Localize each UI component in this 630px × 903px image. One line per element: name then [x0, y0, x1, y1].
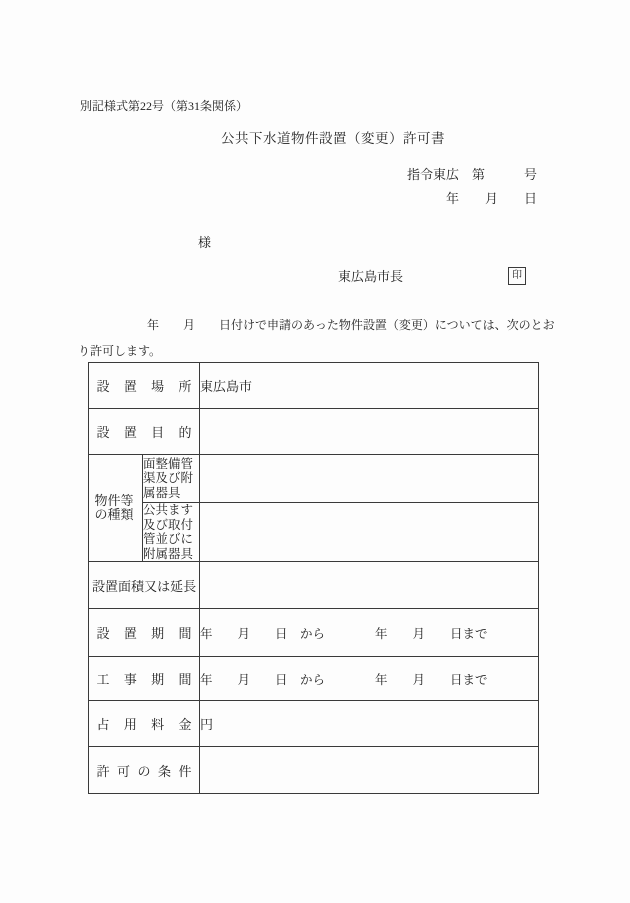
directive-number-line: 指令東広 第 号	[406, 167, 537, 182]
install-period-label-cell	[89, 609, 200, 657]
area-label-cell	[89, 562, 200, 609]
table-row	[89, 701, 539, 747]
fee-label: 占 用 料 金	[96, 717, 192, 732]
issuer-title: 東広島市長	[338, 269, 404, 284]
table-row	[89, 657, 539, 701]
install-period-label: 設 置 期 間	[96, 626, 192, 641]
conditions-label-cell	[89, 747, 200, 794]
table-row	[89, 363, 539, 409]
work-period-label: 工 事 期 間	[96, 672, 192, 687]
conditions-value	[200, 747, 539, 794]
permit-table	[88, 362, 539, 794]
purpose-value	[200, 409, 539, 455]
table-row	[89, 503, 539, 562]
location-label-cell	[89, 363, 200, 409]
property-type-label: 物件等の種類	[94, 493, 134, 522]
property-type-sub1-value	[200, 455, 539, 503]
location-value: 東広島市	[200, 363, 539, 409]
purpose-label-cell	[89, 409, 200, 455]
fee-label-cell	[89, 701, 200, 747]
area-value	[200, 562, 539, 609]
purpose-label: 設 置 目 的	[96, 425, 192, 440]
table-row	[89, 455, 539, 503]
table-row	[89, 562, 539, 609]
form-style-note: 別記様式第22号（第31条関係）	[80, 99, 249, 113]
work-period-value: 年 月 日 から 年 月 日まで	[200, 657, 539, 701]
location-label: 設 置 場 所	[96, 379, 192, 394]
work-period-label-cell	[89, 657, 200, 701]
conditions-label: 許 可 の 条 件	[96, 763, 192, 779]
property-type-sub2-label: 公共ます及び取付管並びに附属器具	[143, 503, 200, 562]
install-period-value: 年 月 日 から 年 月 日まで	[200, 609, 539, 657]
area-label: 設 置 面 積 又 は 延 長	[92, 578, 197, 594]
addressee-honorific: 様	[198, 235, 212, 250]
body-text-line1: 年 月 日付けで申請のあった物件設置（変更）については、次のとお	[147, 318, 555, 332]
fee-value: 円	[200, 701, 539, 747]
seal-mark-icon: 印	[508, 267, 526, 285]
table-row	[89, 609, 539, 657]
table-row	[89, 409, 539, 455]
property-type-sub1-label: 面整備管渠及び附属器具	[143, 455, 200, 503]
issue-date-line: 年 月 日	[445, 191, 537, 206]
table-row	[89, 747, 539, 794]
property-type-sub2-value	[200, 503, 539, 562]
body-text-line2: り許可します。	[78, 344, 162, 358]
property-type-label-cell	[89, 455, 143, 562]
document-title: 公共下水道物件設置（変更）許可書	[221, 131, 445, 146]
